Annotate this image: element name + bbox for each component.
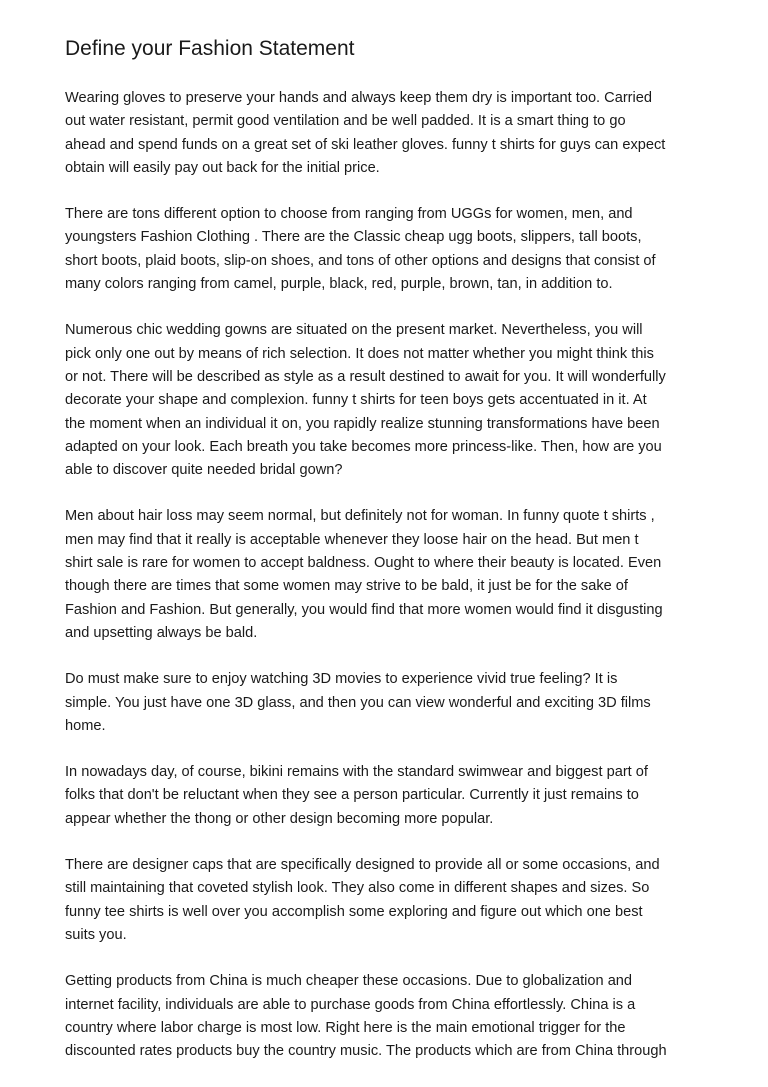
text-line: Fashion and Fashion. But generally, you would find that more women would find it disgusting (65, 601, 663, 618)
document-body (65, 87, 713, 1086)
text-line: out water resistant, permit good ventilation and be well padded. It is a smart thing to go (65, 113, 626, 130)
paragraph-4 (65, 505, 713, 645)
text-line: appear whether the thong or other design becoming more popular. (65, 810, 494, 827)
text-line: Wearing gloves to preserve your hands and always keep them dry is important too. Carried (65, 90, 653, 106)
page-title: Define your Fashion Statement (65, 37, 355, 60)
paragraph-7 (65, 854, 713, 947)
text-line: country where labor charge is most low. Right here is the main emotional trigger for the (65, 1019, 626, 1036)
text-line: men may find that it really is acceptable whenever they loose hair on the head. But men t (65, 531, 639, 548)
text-line: simple. You just have one 3D glass, and then you can view wonderful and exciting 3D films (65, 694, 651, 711)
text-line: youngsters Fashion Clothing . There are the Classic cheap ugg boots, slippers, tall boots, (65, 229, 642, 246)
paragraph-3 (65, 319, 713, 482)
paragraph-2 (65, 203, 713, 296)
paragraph-6 (65, 761, 713, 831)
text-line: Do must make sure to enjoy watching 3D movies to experience vivid true feeling? It is (65, 671, 618, 688)
text-line: discounted rates products buy the country music. The products which are from China through (65, 1043, 667, 1060)
text-line: Getting products from China is much cheaper these occasions. Due to globalization and (65, 973, 633, 990)
text-line: though there are times that some women may strive to be bald, it just be for the sake of (65, 578, 628, 595)
text-line: still maintaining that coveted stylish look. They also come in different shapes and sizes. So (65, 880, 650, 897)
paragraph-8 (65, 970, 713, 1063)
text-line: There are designer caps that are specifically designed to provide all or some occasions, and (65, 857, 660, 874)
text-line: In nowadays day, of course, bikini remains with the standard swimwear and biggest part of (65, 764, 648, 781)
paragraph-1 (65, 87, 713, 180)
text-line: the moment when an individual it on, you rapidly realize stunning transformations have been (65, 415, 660, 432)
text-line: home. (65, 717, 106, 734)
text-line: obtain will easily pay out back for the initial price. (65, 159, 380, 176)
text-line: decorate your shape and complexion. funny t shirts for teen boys gets accentuated in it. At (65, 392, 647, 409)
text-line: funny tee shirts is well over you accomplish some exploring and figure out which one best (65, 903, 643, 920)
text-line: able to discover quite needed bridal gown? (65, 462, 343, 479)
paragraph-5 (65, 668, 713, 738)
text-line: pick only one out by means of rich selection. It does not matter whether you might think this (65, 345, 654, 362)
text-line: and upsetting always be bald. (65, 624, 258, 641)
text-line: Numerous chic wedding gowns are situated on the present market. Nevertheless, you will (65, 322, 643, 339)
text-line: suits you. (65, 926, 127, 943)
text-line: There are tons different option to choose from ranging from UGGs for women, men, and (65, 206, 633, 223)
text-line: folks that don't be reluctant when they see a person particular. Currently it just remains to (65, 787, 639, 804)
text-line: shirt sale is rare for women to accept baldness. Ought to where their beauty is located. Even (65, 555, 662, 572)
text-line: internet facility, individuals are able to purchase goods from China effortlessly. China is a (65, 996, 636, 1013)
text-line: Men about hair loss may seem normal, but definitely not for woman. In funny quote t shirts , (65, 508, 655, 525)
text-line: adapted on your look. Each breath you take becomes more princess-like. Then, how are you (65, 438, 662, 455)
text-line: or not. There will be described as style as a result destined to await for you. It will wonderfully (65, 368, 666, 385)
text-line: short boots, plaid boots, slip-on shoes, and tons of other options and designs that consist of (65, 252, 656, 269)
text-line: many colors ranging from camel, purple, black, red, purple, brown, tan, in addition to. (65, 276, 613, 293)
text-line: ahead and spend funds on a great set of ski leather gloves. funny t shirts for guys can expect (65, 136, 666, 153)
